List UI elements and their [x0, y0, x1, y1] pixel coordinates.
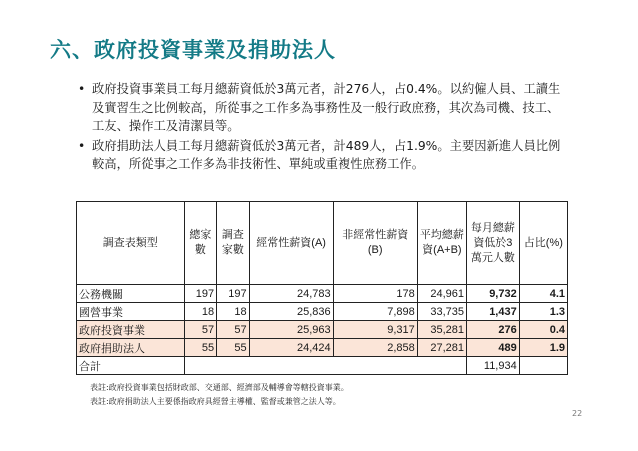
header-ratio: 占比(%) [519, 202, 567, 285]
cell-regular-salary: 24,783 [249, 285, 333, 303]
bullet-text: 政府捐助法人員工每月總薪資低於3萬元者，計489人，占1.9%。主要因新進人員比例較高，所從事之工作多為非技術性、單純或重複性庶務工作。 [92, 138, 561, 171]
table-header-row [77, 202, 568, 285]
bullet-dot: • [78, 138, 86, 153]
table-note: 表註:政府捐助法人主要係指政府具經營主導權、監督或兼管之法人等。 [90, 397, 341, 406]
bullet-item [78, 137, 568, 174]
total-blank [184, 357, 466, 375]
cell-total-count: 55 [184, 339, 217, 357]
total-ratio-blank [519, 357, 567, 375]
table-row [77, 285, 568, 303]
cell-regular-salary: 25,963 [249, 321, 333, 339]
salary-table [76, 201, 568, 375]
cell-type: 政府捐助法人 [77, 339, 185, 357]
header-nonregular-salary: 非經常性薪資(B) [333, 202, 417, 285]
bullet-list [78, 80, 568, 175]
cell-total-count: 18 [184, 303, 217, 321]
cell-nonregular-salary: 7,898 [333, 303, 417, 321]
cell-total-count: 57 [184, 321, 217, 339]
cell-avg-total-salary: 24,961 [417, 285, 466, 303]
cell-surveyed-count: 55 [217, 339, 250, 357]
cell-regular-salary: 25,836 [249, 303, 333, 321]
cell-type: 政府投資事業 [77, 321, 185, 339]
total-label: 合計 [77, 357, 185, 375]
page-title: 六、政府投資事業及捐助法人 [50, 38, 336, 62]
cell-under-30k-count: 9,732 [467, 285, 520, 303]
cell-avg-total-salary: 27,281 [417, 339, 466, 357]
bullet-dot: • [78, 82, 86, 96]
header-under-30k-count: 每月總薪資低於3萬元人數 [467, 202, 520, 285]
cell-regular-salary: 24,424 [249, 339, 333, 357]
cell-nonregular-salary: 178 [333, 285, 417, 303]
cell-under-30k-count: 489 [467, 339, 520, 357]
cell-ratio: 0.4 [519, 321, 567, 339]
cell-avg-total-salary: 33,735 [417, 303, 466, 321]
cell-type: 國營事業 [77, 303, 185, 321]
cell-under-30k-count: 276 [467, 321, 520, 339]
cell-avg-total-salary: 35,281 [417, 321, 466, 339]
cell-surveyed-count: 197 [217, 285, 250, 303]
header-total-count: 總家數 [184, 202, 217, 285]
table-note: 表註:政府投資事業包括財政部、交通部、經濟部及輔導會等轄投資事業。 [90, 383, 349, 392]
bullet-text: 政府投資事業員工每月總薪資低於3萬元者，計276人，占0.4%。以約僱人員、工讀生及實習生之比例較高，所從事之工作多為事務性及一般行政庶務，其次為司機、技工、工友、操作工及清潔員等。 [92, 82, 561, 133]
table-total-row [77, 357, 568, 375]
cell-total-count: 197 [184, 285, 217, 303]
cell-ratio: 1.9 [519, 339, 567, 357]
cell-type: 公務機關 [77, 285, 185, 303]
cell-nonregular-salary: 2,858 [333, 339, 417, 357]
cell-under-30k-count: 1,437 [467, 303, 520, 321]
table-row [77, 303, 568, 321]
table-row-highlighted [77, 321, 568, 339]
bullet-item [78, 80, 568, 136]
page-number: 22 [572, 409, 583, 418]
cell-surveyed-count: 18 [217, 303, 250, 321]
header-surveyed-count: 調查家數 [217, 202, 250, 285]
cell-ratio: 1.3 [519, 303, 567, 321]
cell-surveyed-count: 57 [217, 321, 250, 339]
header-type: 調查表類型 [77, 202, 185, 285]
table-row-highlighted [77, 339, 568, 357]
cell-ratio: 4.1 [519, 285, 567, 303]
header-regular-salary: 經常性薪資(A) [249, 202, 333, 285]
cell-nonregular-salary: 9,317 [333, 321, 417, 339]
header-avg-total-salary: 平均總薪資(A+B) [417, 202, 466, 285]
total-value: 11,934 [467, 357, 520, 375]
table-notes [90, 381, 349, 409]
